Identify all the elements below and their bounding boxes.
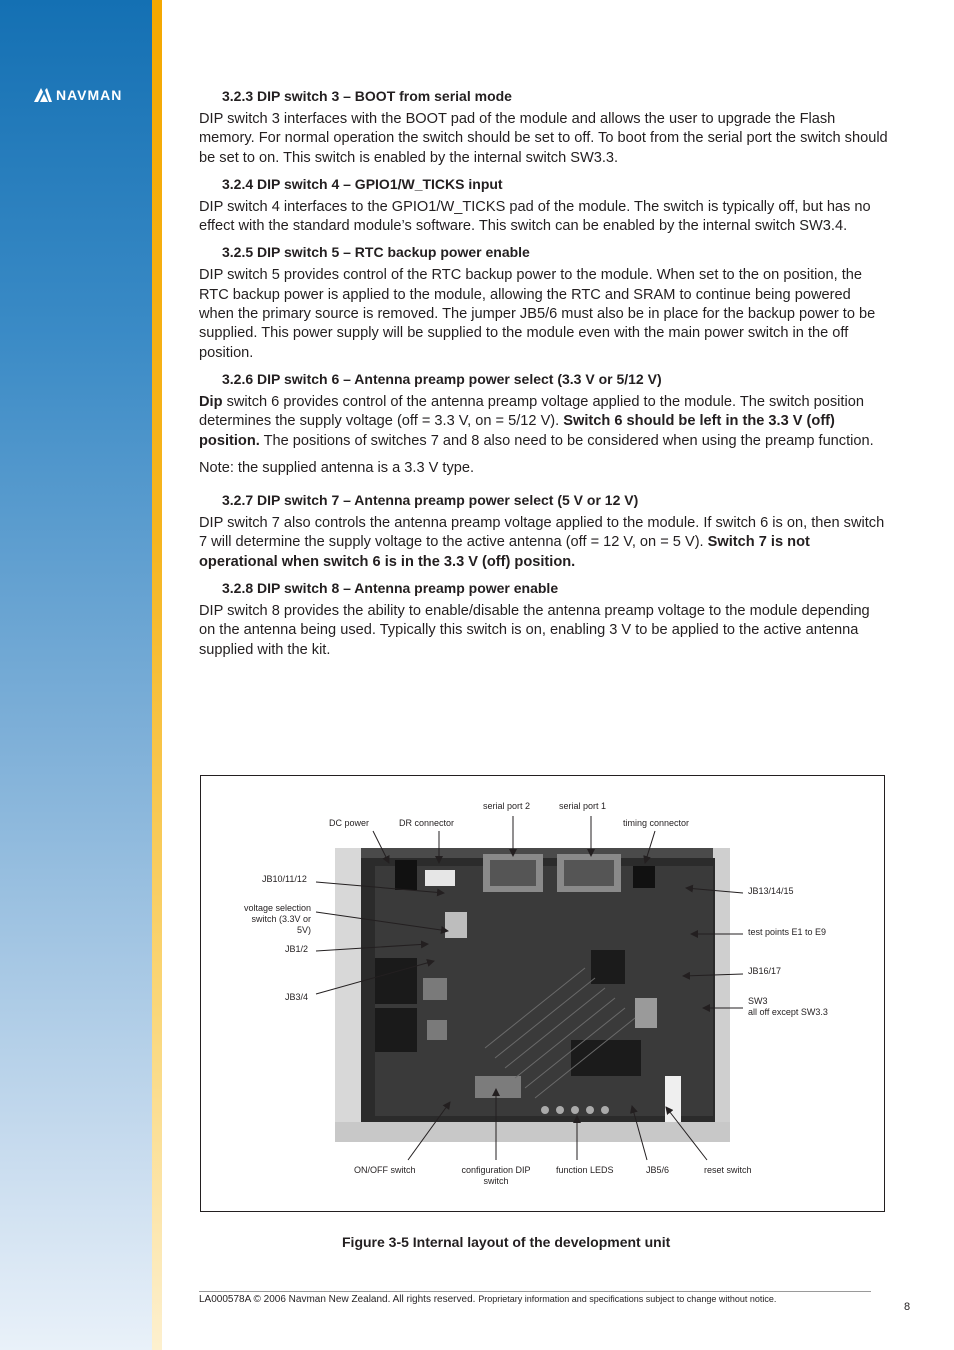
label-jb10-11-12: JB10/11/12 xyxy=(262,874,307,884)
bold-text: Dip xyxy=(199,393,223,410)
footer xyxy=(199,1294,776,1305)
section-heading: 3.2.7 DIP switch 7 – Antenna preamp power select (5 V or 12 V) xyxy=(222,492,639,509)
footer-disclaimer: Proprietary information and specifications subject to change without notice. xyxy=(478,1294,777,1304)
section-body: DIP switch 3 interfaces with the BOOT pad of the module and allows the user to upgrade the Flash memory. For normal operation the switch should be set to off. To boot from the serial port the switch should be set to on. This switch is enabled by the internal switch SW3.3. xyxy=(199,111,888,166)
body-text: DIP switch 7 also controls the antenna preamp voltage applied to the module. If switch 6 is on, then switch 7 will determine the supply voltage to the active antenna (off = 12 V, on = 5 V). xyxy=(199,515,885,551)
section-body xyxy=(199,514,889,572)
sidebar-band xyxy=(0,0,152,1350)
label-reset-switch: reset switch xyxy=(704,1165,752,1175)
label-jb13-14-15: JB13/14/15 xyxy=(748,886,794,896)
navman-logo xyxy=(33,87,122,103)
label-line: switch (3.3V or 5V) xyxy=(251,914,311,935)
label-jb1-2: JB1/2 xyxy=(285,944,309,954)
logo-wordmark: NAVMAN xyxy=(56,87,123,103)
page-number: 8 xyxy=(904,1301,911,1313)
label-sw3 xyxy=(748,996,828,1018)
label-jb3-4: JB3/4 xyxy=(285,992,309,1002)
section-heading: 3.2.4 DIP switch 4 – GPIO1/W_TICKS input xyxy=(222,175,503,192)
label-voltage-selection xyxy=(235,903,311,936)
body-text: switch 6 provides control of the antenna preamp voltage applied to the module. The switch position determines the supply voltage (off = 3.3 V, on = 5/12 V). xyxy=(199,393,864,430)
label-serial-port-2: serial port 2 xyxy=(483,801,531,811)
label-on-off-switch: ON/OFF switch xyxy=(354,1165,416,1175)
label-line: SW3 xyxy=(748,996,768,1006)
section-body xyxy=(199,393,889,451)
label-jb5-6: JB5/6 xyxy=(646,1165,670,1175)
section-heading: 3.2.3 DIP switch 3 – BOOT from serial mode xyxy=(222,88,512,104)
label-function-leds: function LEDS xyxy=(556,1165,614,1175)
section-body: DIP switch 4 interfaces to the GPIO1/W_TICKS pad of the module. The switch is typically off, but has no effect with the standard module’s software. This switch can be enabled by the internal switch SW3.4. xyxy=(199,198,871,235)
label-timing-connector: timing connector xyxy=(623,818,690,828)
figure-frame xyxy=(200,775,885,1212)
footer-copyright: LA000578A © 2006 Navman New Zealand. All rights reserved. xyxy=(199,1294,476,1305)
section-heading: 3.2.5 DIP switch 5 – RTC backup power enable xyxy=(222,244,530,261)
label-configuration-dip xyxy=(451,1165,541,1187)
accent-stripe xyxy=(152,0,162,1350)
bold-text: Switch 6 should be left in the 3.3 V (off) position. xyxy=(199,413,835,449)
page-content xyxy=(199,88,889,668)
label-line: configuration DIP xyxy=(461,1165,531,1175)
section-heading: 3.2.8 DIP switch 8 – Antenna preamp power enable xyxy=(222,580,559,597)
label-dr-connector: DR connector xyxy=(399,818,455,828)
footer-divider xyxy=(199,1291,871,1292)
label-serial-port-1: serial port 1 xyxy=(559,801,607,811)
section-body: DIP switch 5 provides control of the RTC backup power to the module. When set to the on position, the RTC backup power is applied to the module, allowing the RTC and SRAM to continue being powered when the primary source is removed. The jumper JB5/6 must also be in place for the backup power to be supplied. This power supply will be supplied to the module even with the main power switch in the off position. xyxy=(199,267,876,361)
label-jb16-17: JB16/17 xyxy=(748,966,782,976)
navman-logo-icon xyxy=(33,87,53,103)
section-heading: 3.2.6 DIP switch 6 – Antenna preamp power select (3.3 V or 5/12 V) xyxy=(222,370,662,387)
label-line: voltage selection xyxy=(243,903,311,913)
label-test-points: test points E1 to E9 xyxy=(748,927,827,937)
section-body: DIP switch 8 provides the ability to enable/disable the antenna preamp voltage to the module depending on the antenna being used. Typically this switch is on, enabling 3 V to be applied to the active antenna supplied with the kit. xyxy=(199,603,870,658)
body-text: The positions of switches 7 and 8 also need to be considered when using the preamp function. xyxy=(259,432,874,449)
label-dc-power: DC power xyxy=(329,818,370,828)
label-line: all off except SW3.3 xyxy=(748,1007,828,1017)
bold-text: Switch 7 is not operational when switch 6 is in the 3.3 V (off) position. xyxy=(199,534,810,570)
note-text: Note: the supplied antenna is a 3.3 V type. xyxy=(199,459,475,476)
label-line: switch xyxy=(483,1176,509,1186)
figure-caption: Figure 3-5 Internal layout of the development unit xyxy=(342,1234,671,1250)
